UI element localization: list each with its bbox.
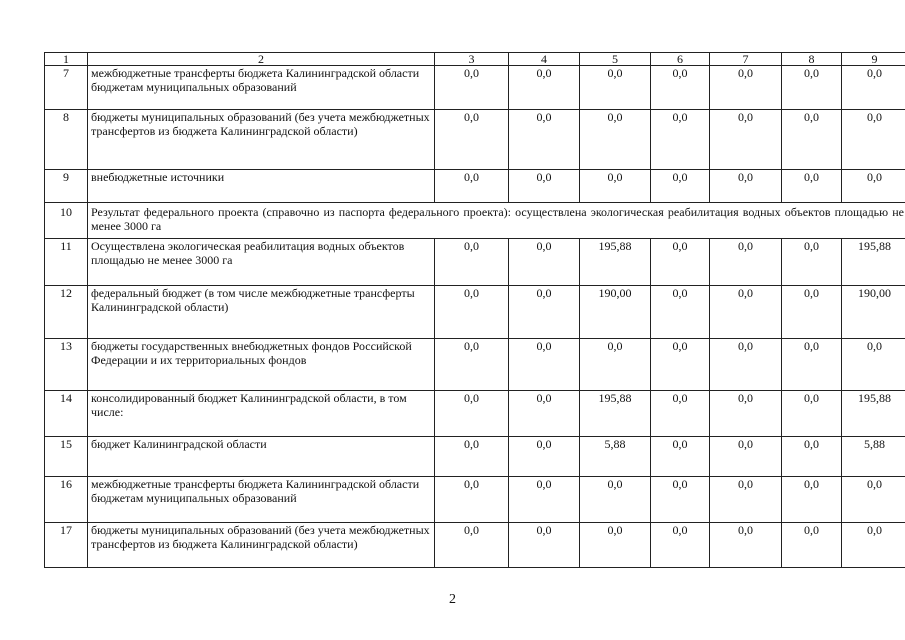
value-cell: 0,0 [782,66,842,110]
value-cell: 0,0 [842,477,905,523]
value-cell: 5,88 [580,437,651,477]
value-cell: 0,0 [509,110,580,170]
table-row [45,437,905,477]
row-number: 10 [45,203,88,239]
value-cell: 0,0 [842,339,905,391]
value-cell: 0,0 [435,339,509,391]
table-row [45,286,905,339]
value-cell: 195,88 [842,239,905,286]
table-row [45,66,905,110]
value-cell: 0,0 [509,66,580,110]
value-cell: 0,0 [710,523,782,568]
value-cell: 0,0 [435,239,509,286]
row-name: бюджеты муниципальных образований (без учета межбюджетных трансфертов из бюджета Калининградской области) [88,523,435,568]
value-cell: 0,0 [651,170,710,203]
column-header: 2 [88,53,435,66]
value-cell: 195,88 [580,239,651,286]
column-header: 3 [435,53,509,66]
value-cell: 0,0 [651,339,710,391]
value-cell: 0,0 [710,391,782,437]
value-cell: 0,0 [435,286,509,339]
value-cell: 0,0 [509,286,580,339]
value-cell: 0,0 [710,239,782,286]
value-cell: 0,0 [580,477,651,523]
value-cell: 0,0 [435,437,509,477]
value-cell: 0,0 [580,339,651,391]
value-cell: 0,0 [651,66,710,110]
value-cell: 195,88 [842,391,905,437]
column-header: 6 [651,53,710,66]
column-header: 4 [509,53,580,66]
section-title: Результат федерального проекта (справочно из паспорта федерального проекта): осуществлена экологическая реабилитация водных объектов площадью не менее 3000 га [88,203,905,239]
page-number: 2 [449,592,456,607]
value-cell: 0,0 [580,110,651,170]
table-row [45,523,905,568]
value-cell: 0,0 [651,437,710,477]
row-number: 17 [45,523,88,568]
row-number: 11 [45,239,88,286]
value-cell: 0,0 [782,477,842,523]
row-number: 14 [45,391,88,437]
value-cell: 0,0 [782,437,842,477]
column-header: 5 [580,53,651,66]
value-cell: 0,0 [782,110,842,170]
value-cell: 0,0 [651,110,710,170]
value-cell: 0,0 [435,110,509,170]
row-name: бюджеты муниципальных образований (без учета межбюджетных трансфертов из бюджета Калининградской области) [88,110,435,170]
row-name: Осуществлена экологическая реабилитация водных объектов площадью не менее 3000 га [88,239,435,286]
budget-table [44,52,905,568]
row-name: внебюджетные источники [88,170,435,203]
value-cell: 0,0 [782,339,842,391]
value-cell: 0,0 [710,170,782,203]
value-cell: 0,0 [509,477,580,523]
row-number: 8 [45,110,88,170]
value-cell: 0,0 [509,437,580,477]
row-name: межбюджетные трансферты бюджета Калининградской области бюджетам муниципальных образований [88,66,435,110]
value-cell: 0,0 [842,523,905,568]
value-cell: 0,0 [710,66,782,110]
row-number: 7 [45,66,88,110]
value-cell: 0,0 [782,170,842,203]
row-name: бюджет Калининградской области [88,437,435,477]
column-header: 9 [842,53,905,66]
value-cell: 0,0 [651,391,710,437]
table-row [45,339,905,391]
value-cell: 0,0 [782,523,842,568]
value-cell: 0,0 [842,110,905,170]
value-cell: 0,0 [509,170,580,203]
value-cell: 5,88 [842,437,905,477]
table-row [45,110,905,170]
table-row [45,170,905,203]
value-cell: 0,0 [509,239,580,286]
value-cell: 195,88 [580,391,651,437]
value-cell: 0,0 [509,391,580,437]
table-row [45,239,905,286]
row-name: консолидированный бюджет Калининградской области, в том числе: [88,391,435,437]
value-cell: 0,0 [842,66,905,110]
value-cell: 0,0 [435,477,509,523]
value-cell: 0,0 [435,66,509,110]
value-cell: 0,0 [651,477,710,523]
column-header: 1 [45,53,88,66]
section-row [45,203,905,239]
header-row [45,53,905,66]
value-cell: 0,0 [782,239,842,286]
row-name: бюджеты государственных внебюджетных фондов Российской Федерации и их территориальных фондов [88,339,435,391]
value-cell: 0,0 [710,437,782,477]
value-cell: 0,0 [651,286,710,339]
value-cell: 190,00 [580,286,651,339]
value-cell: 190,00 [842,286,905,339]
row-number: 13 [45,339,88,391]
value-cell: 0,0 [580,523,651,568]
value-cell: 0,0 [435,170,509,203]
table-row [45,477,905,523]
value-cell: 0,0 [710,339,782,391]
row-name: федеральный бюджет (в том числе межбюджетные трансферты Калининградской области) [88,286,435,339]
value-cell: 0,0 [509,339,580,391]
value-cell: 0,0 [651,239,710,286]
row-number: 12 [45,286,88,339]
table-row [45,391,905,437]
value-cell: 0,0 [710,477,782,523]
value-cell: 0,0 [842,170,905,203]
column-header: 7 [710,53,782,66]
row-number: 9 [45,170,88,203]
row-name: межбюджетные трансферты бюджета Калининградской области бюджетам муниципальных образований [88,477,435,523]
value-cell: 0,0 [782,391,842,437]
column-header: 8 [782,53,842,66]
value-cell: 0,0 [580,66,651,110]
value-cell: 0,0 [710,110,782,170]
value-cell: 0,0 [435,391,509,437]
value-cell: 0,0 [651,523,710,568]
value-cell: 0,0 [435,523,509,568]
row-number: 15 [45,437,88,477]
value-cell: 0,0 [580,170,651,203]
value-cell: 0,0 [710,286,782,339]
value-cell: 0,0 [509,523,580,568]
row-number: 16 [45,477,88,523]
value-cell: 0,0 [782,286,842,339]
